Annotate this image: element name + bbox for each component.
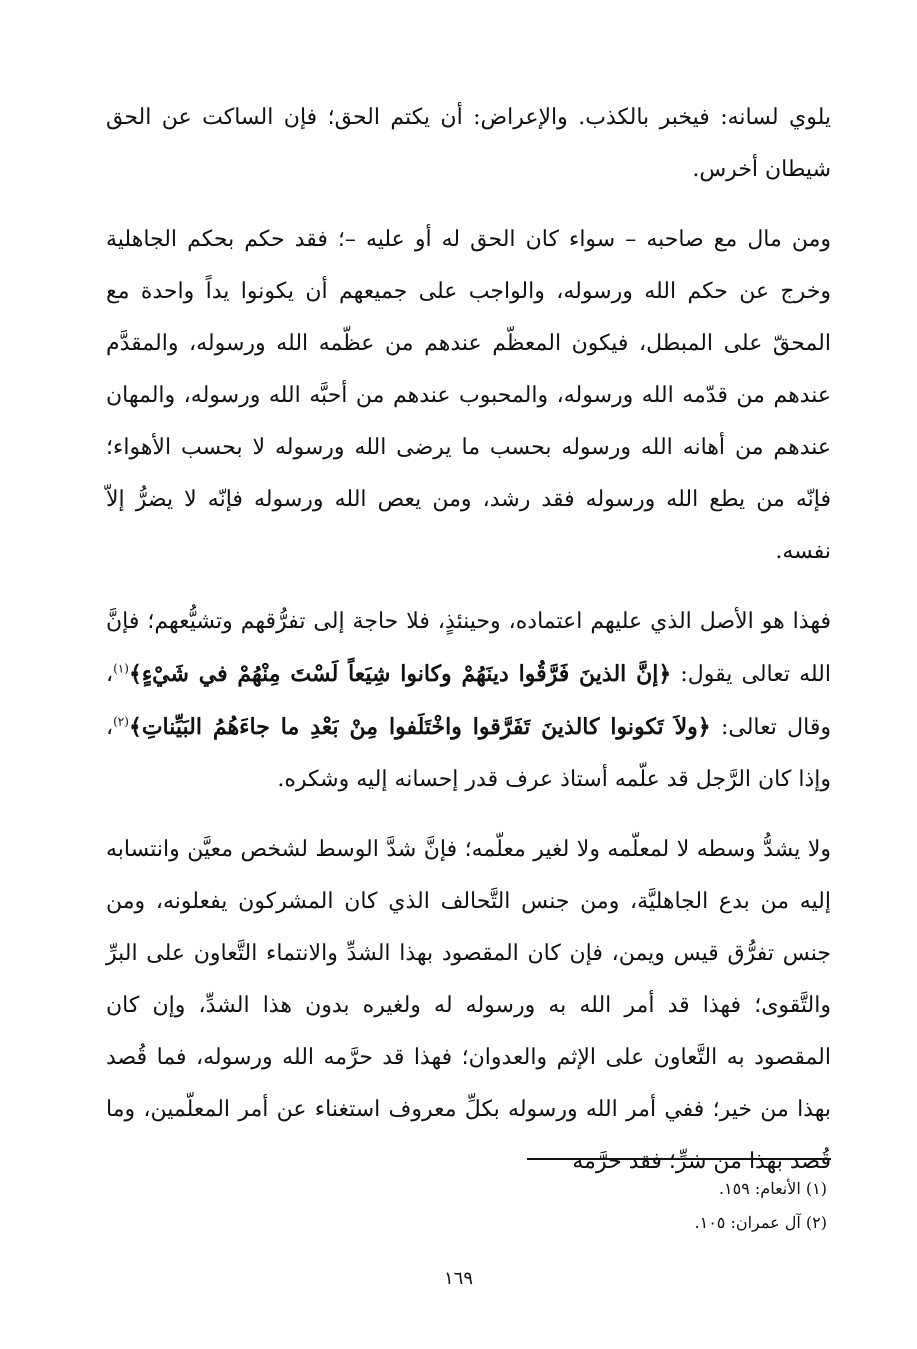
- page-number: ١٦٩: [443, 1268, 473, 1289]
- body-text: [106, 92, 831, 1206]
- paragraph-3: [106, 596, 831, 806]
- quran-verse-1: ﴿إنَّ الذينَ فَرَّقُوا دينَهُمْ وكانوا شِيَعاً لَسْتَ مِنْهُمْ في شَيْءٍ﴾: [128, 661, 672, 687]
- paragraph-3-text-c: ، وإذا كان الرَّجل قد علّمه أستاذ عرف قدر إحسانه إليه وشكره.: [106, 715, 831, 792]
- paragraph-3-text-a: فهذا هو الأصل الذي عليهم اعتماده، وحينئذٍ، فلا حاجة إلى تفرُّقهم وتشيُّعهم؛ فإنَّ الله تعالى يقول:: [106, 609, 831, 687]
- footnote-2: (٢) آل عمران: ١٠٥.: [694, 1213, 827, 1232]
- paragraph-1: يلوي لسانه: فيخبر بالكذب. والإعراض: أن يكتم الحق؛ فإن الساكت عن الحق شيطان أخرس.: [106, 105, 831, 182]
- footnote-1: (١) الأنعام: ١٥٩.: [718, 1179, 827, 1198]
- quran-verse-2: ﴿ولاَ تَكونوا كالذينَ تَفَرَّقوا واخْتَلَفوا مِنْ بَعْدِ ما جاءَهُمُ البَيِّناتِ﴾: [128, 714, 711, 740]
- footnote-ref-2: (٢): [113, 714, 129, 729]
- footnotes: [327, 1172, 827, 1240]
- paragraph-4: ولا يشدُّ وسطه لا لمعلّمه ولا لغير معلّمه؛ فإنَّ شدَّ الوسط لشخص معيَّن وانتسابه إليه من بدع الجاهليَّة، ومن جنس التَّحالف الذي كان المشركون يفعلونه، ومن جنس تفرُّق قيس ويمن، فإن كان المقصود بهذا الشدِّ والانتماء التَّعاون على البرِّ والتَّقوى؛ فهذا قد أمر الله به ورسوله له ولغيره بدون هذا الشدِّ، وإن كان المقصود به التَّعاون على الإثم والعدوان؛ فهذا قد حرَّمه الله ورسوله، فما قُصد بهذا من خير؛ ففي أمر الله ورسوله بكلِّ معروف استغناء عن أمر المعلّمين، وما قُصد بهذا من شرٍّ؛ فقد حرَّمه: [106, 837, 831, 1174]
- paragraph-3-text-b: ، وقال تعالى:: [106, 662, 831, 740]
- footnote-ref-1: (١): [113, 661, 129, 676]
- paragraph-2: ومن مال مع صاحبه – سواء كان الحق له أو عليه –؛ فقد حكم بحكم الجاهلية وخرج عن حكم الله ورسوله، والواجب على جميعهم أن يكونوا يداً واحدة مع المحقّ على المبطل، فيكون المعظّم عندهم من عظّمه الله ورسوله، والمقدَّم عندهم من قدّمه الله ورسوله، والمحبوب عندهم من أحبَّه الله ورسوله، والمهان عندهم من أهانه الله ورسوله بحسب ما يرضى الله ورسوله لا بحسب الأهواء؛ فإنّه من يطع الله ورسوله فقد رشد، ومن يعص الله ورسوله فإنّه لا يضرُّ إلاّ نفسه.: [106, 227, 831, 564]
- footnote-divider: [527, 1158, 831, 1160]
